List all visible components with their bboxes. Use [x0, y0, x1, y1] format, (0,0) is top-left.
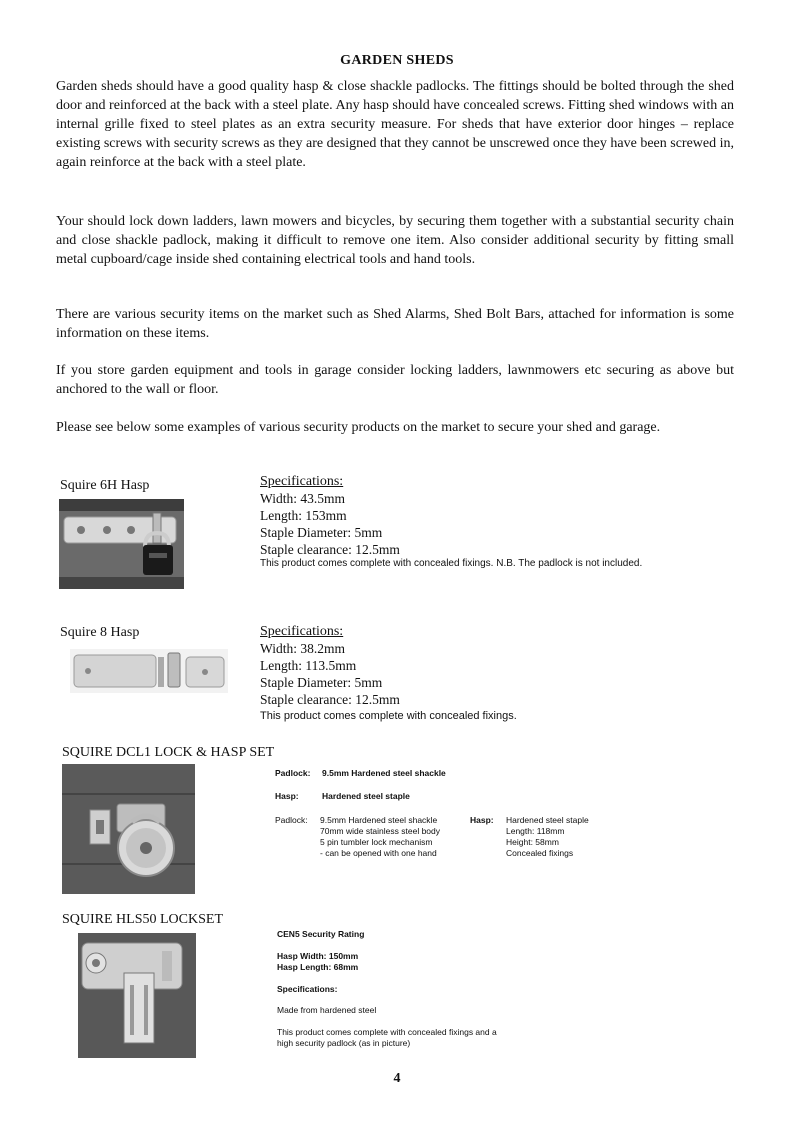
product-2-note: This product comes complete with concealed fixings.	[260, 710, 517, 722]
product-1-note: This product comes complete with concealed fixings. N.B. The padlock is not included.	[260, 558, 643, 569]
hls50-hasp-length: Hasp Length: 68mm	[277, 962, 359, 972]
paragraph-4: If you store garden equipment and tools in garage consider locking ladders, lawnmowers etc securing as above but anchored to the wall or floor.	[56, 363, 734, 397]
paragraph-3: There are various security items on the market such as Shed Alarms, Shed Bolt Bars, attached for information is some information on these items.	[56, 307, 734, 341]
dcl1-hasp-label: Hasp:	[275, 791, 299, 801]
dcl1-detail-padlock-line: 9.5mm Hardened steel shackle	[320, 815, 438, 825]
product-2-spec-line: Staple Diameter: 5mm	[260, 675, 383, 690]
product-1-name: Squire 6H Hasp	[60, 478, 150, 493]
dcl1-detail-padlock-line: 70mm wide stainless steel body	[320, 826, 441, 836]
hls50-note-line: high security padlock (as in picture)	[277, 1038, 411, 1048]
paragraph-2: Your should lock down ladders, lawn mowers and bicycles, by securing them together with a substantial security chain and close shackle padlock, making it difficult to remove one item. Also consider additional security by fitting small metal cupboard/cage inside shed containing electrical tools and hand tools.	[56, 214, 734, 267]
dcl1-detail-padlock-line: 5 pin tumbler lock mechanism	[320, 837, 433, 847]
product-2-spec-line: Width: 38.2mm	[260, 641, 345, 656]
dcl1-detail-padlock-label: Padlock:	[275, 815, 308, 825]
dcl1-detail-padlock-line: - can be opened with one hand	[320, 848, 437, 858]
paragraph-5: Please see below some examples of various security products on the market to secure your shed and garage.	[56, 420, 661, 435]
dcl1-detail-hasp-label: Hasp:	[470, 815, 494, 825]
hasp-8-photo	[70, 649, 228, 693]
hls50-rating: CEN5 Security Rating	[277, 929, 365, 939]
product-2-name: Squire 8 Hasp	[60, 625, 140, 640]
dcl1-hasp-value: Hardened steel staple	[322, 791, 410, 801]
product-1-spec-line: Width: 43.5mm	[260, 491, 345, 506]
product-1-spec-heading: Specifications:	[260, 474, 344, 489]
product-1-spec-line: Staple Diameter: 5mm	[260, 525, 383, 540]
hls50-note-line: This product comes complete with concealed fixings and a	[277, 1027, 497, 1037]
dcl1-padlock-label: Padlock:	[275, 768, 311, 778]
product-1-spec-line: Length: 153mm	[260, 508, 347, 523]
page-number: 4	[393, 1071, 401, 1086]
product-1-spec-line: Staple clearance: 12.5mm	[260, 542, 400, 557]
product-2-spec-heading: Specifications:	[260, 624, 344, 639]
dcl1-padlock-value: 9.5mm Hardened steel shackle	[322, 768, 446, 778]
product-3-name: SQUIRE DCL1 LOCK & HASP SET	[62, 745, 275, 760]
hls50-spec-heading: Specifications:	[277, 984, 338, 994]
paragraph-1: Garden sheds should have a good quality hasp & close shackle padlocks. The fittings should be bolted through the shed door and reinforced at the back with a steel plate. Any hasp should have concealed screws. Fitting shed windows with an internal grille fixed to steel plates as an extra security measure. For sheds that have exterior door hinges – replace existing screws with security screws as they are designed that they cannot be unscrewed once they have been screwed in, again reinforce at the back with a steel plate.	[56, 79, 734, 170]
dcl1-detail-hasp-line: Hardened steel staple	[506, 815, 589, 825]
page-title: GARDEN SHEDS	[340, 53, 454, 68]
hls50-hasp-width: Hasp Width: 150mm	[277, 951, 359, 961]
dcl1-lock-photo	[62, 764, 195, 894]
dcl1-detail-hasp-line: Length: 118mm	[506, 826, 565, 836]
hls50-material: Made from hardened steel	[277, 1005, 377, 1015]
product-2-spec-line: Length: 113.5mm	[260, 658, 357, 673]
hasp-6h-photo	[59, 499, 184, 589]
product-2-spec-line: Staple clearance: 12.5mm	[260, 692, 400, 707]
product-4-name: SQUIRE HLS50 LOCKSET	[62, 912, 224, 927]
hls50-lockset-photo	[78, 933, 196, 1058]
dcl1-detail-hasp-line: Concealed fixings	[506, 848, 574, 858]
dcl1-detail-hasp-line: Height: 58mm	[506, 837, 559, 847]
